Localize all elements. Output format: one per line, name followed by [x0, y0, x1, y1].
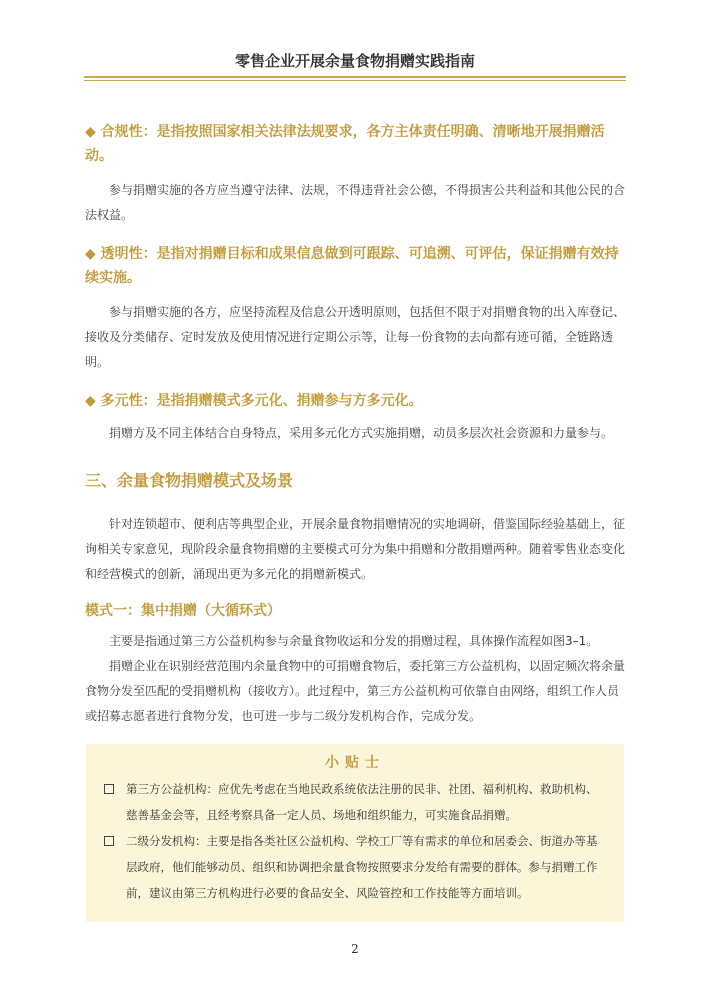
- principle-compliance-heading: ◆ 合规性：是指按照国家相关法律法规要求，各方主体责任明确、清晰地开展捐赠活动。: [85, 124, 605, 164]
- principle-transparency-heading: ◆ 透明性：是指对捐赠目标和成果信息做到可跟踪、可追溯、可评估，保证捐赠有效持续实施。: [85, 246, 619, 286]
- tip-text: 二级分发机构：主要是指各类社区公益机构、学校工厂等有需求的单位和居委会、街道办等基层政府，他们能够动员、组织和协调把余量食物按照要求分发给有需要的群体。参与捐赠工作前，建议由第三方机构进行必要的食品安全、风险管控和工作技能等方面培训。: [126, 834, 598, 900]
- section-title: 三、余量食物捐赠模式及场景: [85, 471, 294, 490]
- checkbox-square-icon: [104, 784, 114, 794]
- section-intro: 针对连锁超市、便利店等典型企业，开展余量食物捐赠情况的实地调研，借鉴国际经验基础上，征询相关专家意见，现阶段余量食物捐赠的主要模式可分为集中捐赠和分散捐赠两种。随着零售业态变化和经营模式的创新，涌现出更为多元化的捐赠新模式。: [85, 517, 626, 581]
- tips-box: [86, 744, 624, 922]
- mode1-paragraph-1: 主要是指通过第三方公益机构参与余量食物收运和分发的捐赠过程，具体操作流程如图3–1。: [109, 634, 599, 648]
- page-header-title: 零售企业开展余量食物捐赠实践指南: [234, 52, 475, 70]
- principle-diversity-body: 捐赠方及不同主体结合自身特点，采用多元化方式实施捐赠，动员多层次社会资源和力量参与。: [109, 426, 614, 440]
- tip-item: [86, 828, 624, 906]
- page-number: 2: [351, 942, 359, 956]
- principle-transparency-body: 参与捐赠实施的各方，应坚持流程及信息公开透明原则，包括但不限于对捐赠食物的出入库登记、接收及分类储存、定时发放及使用情况进行定期公示等，让每一份食物的去向都有迹可循，全链路透明。: [85, 305, 626, 369]
- header-rule-thin: [84, 80, 626, 81]
- header-rule-thick: [84, 76, 626, 78]
- tips-title: 小贴士: [325, 755, 385, 771]
- tip-text: 第三方公益机构：应优先考虑在当地民政系统依法注册的民非、社团、福利机构、救助机构、慈善基金会等，且经考察具备一定人员、场地和组织能力，可实施食品捐赠。: [126, 782, 598, 822]
- principle-diversity-heading: ◆ 多元性：是指捐赠模式多元化、捐赠参与方多元化。: [85, 393, 423, 409]
- tip-item: [86, 776, 624, 828]
- main-content: [85, 120, 625, 729]
- mode1-paragraph-2: 捐赠企业在识别经营范围内余量食物中的可捐赠食物后，委托第三方公益机构，以固定频次将余量食物分发至匹配的受捐赠机构（接收方）。此过程中，第三方公益机构可依靠自由网络，组织工作人员或招募志愿者进行食物分发，也可进一步与二级分发机构合作，完成分发。: [85, 659, 626, 723]
- mode1-title: 模式一：集中捐赠（大循环式）: [85, 603, 281, 619]
- checkbox-square-icon: [104, 836, 114, 846]
- principle-compliance-body: 参与捐赠实施的各方应当遵守法律、法规，不得违背社会公德，不得损害公共利益和其他公民的合法权益。: [85, 183, 626, 222]
